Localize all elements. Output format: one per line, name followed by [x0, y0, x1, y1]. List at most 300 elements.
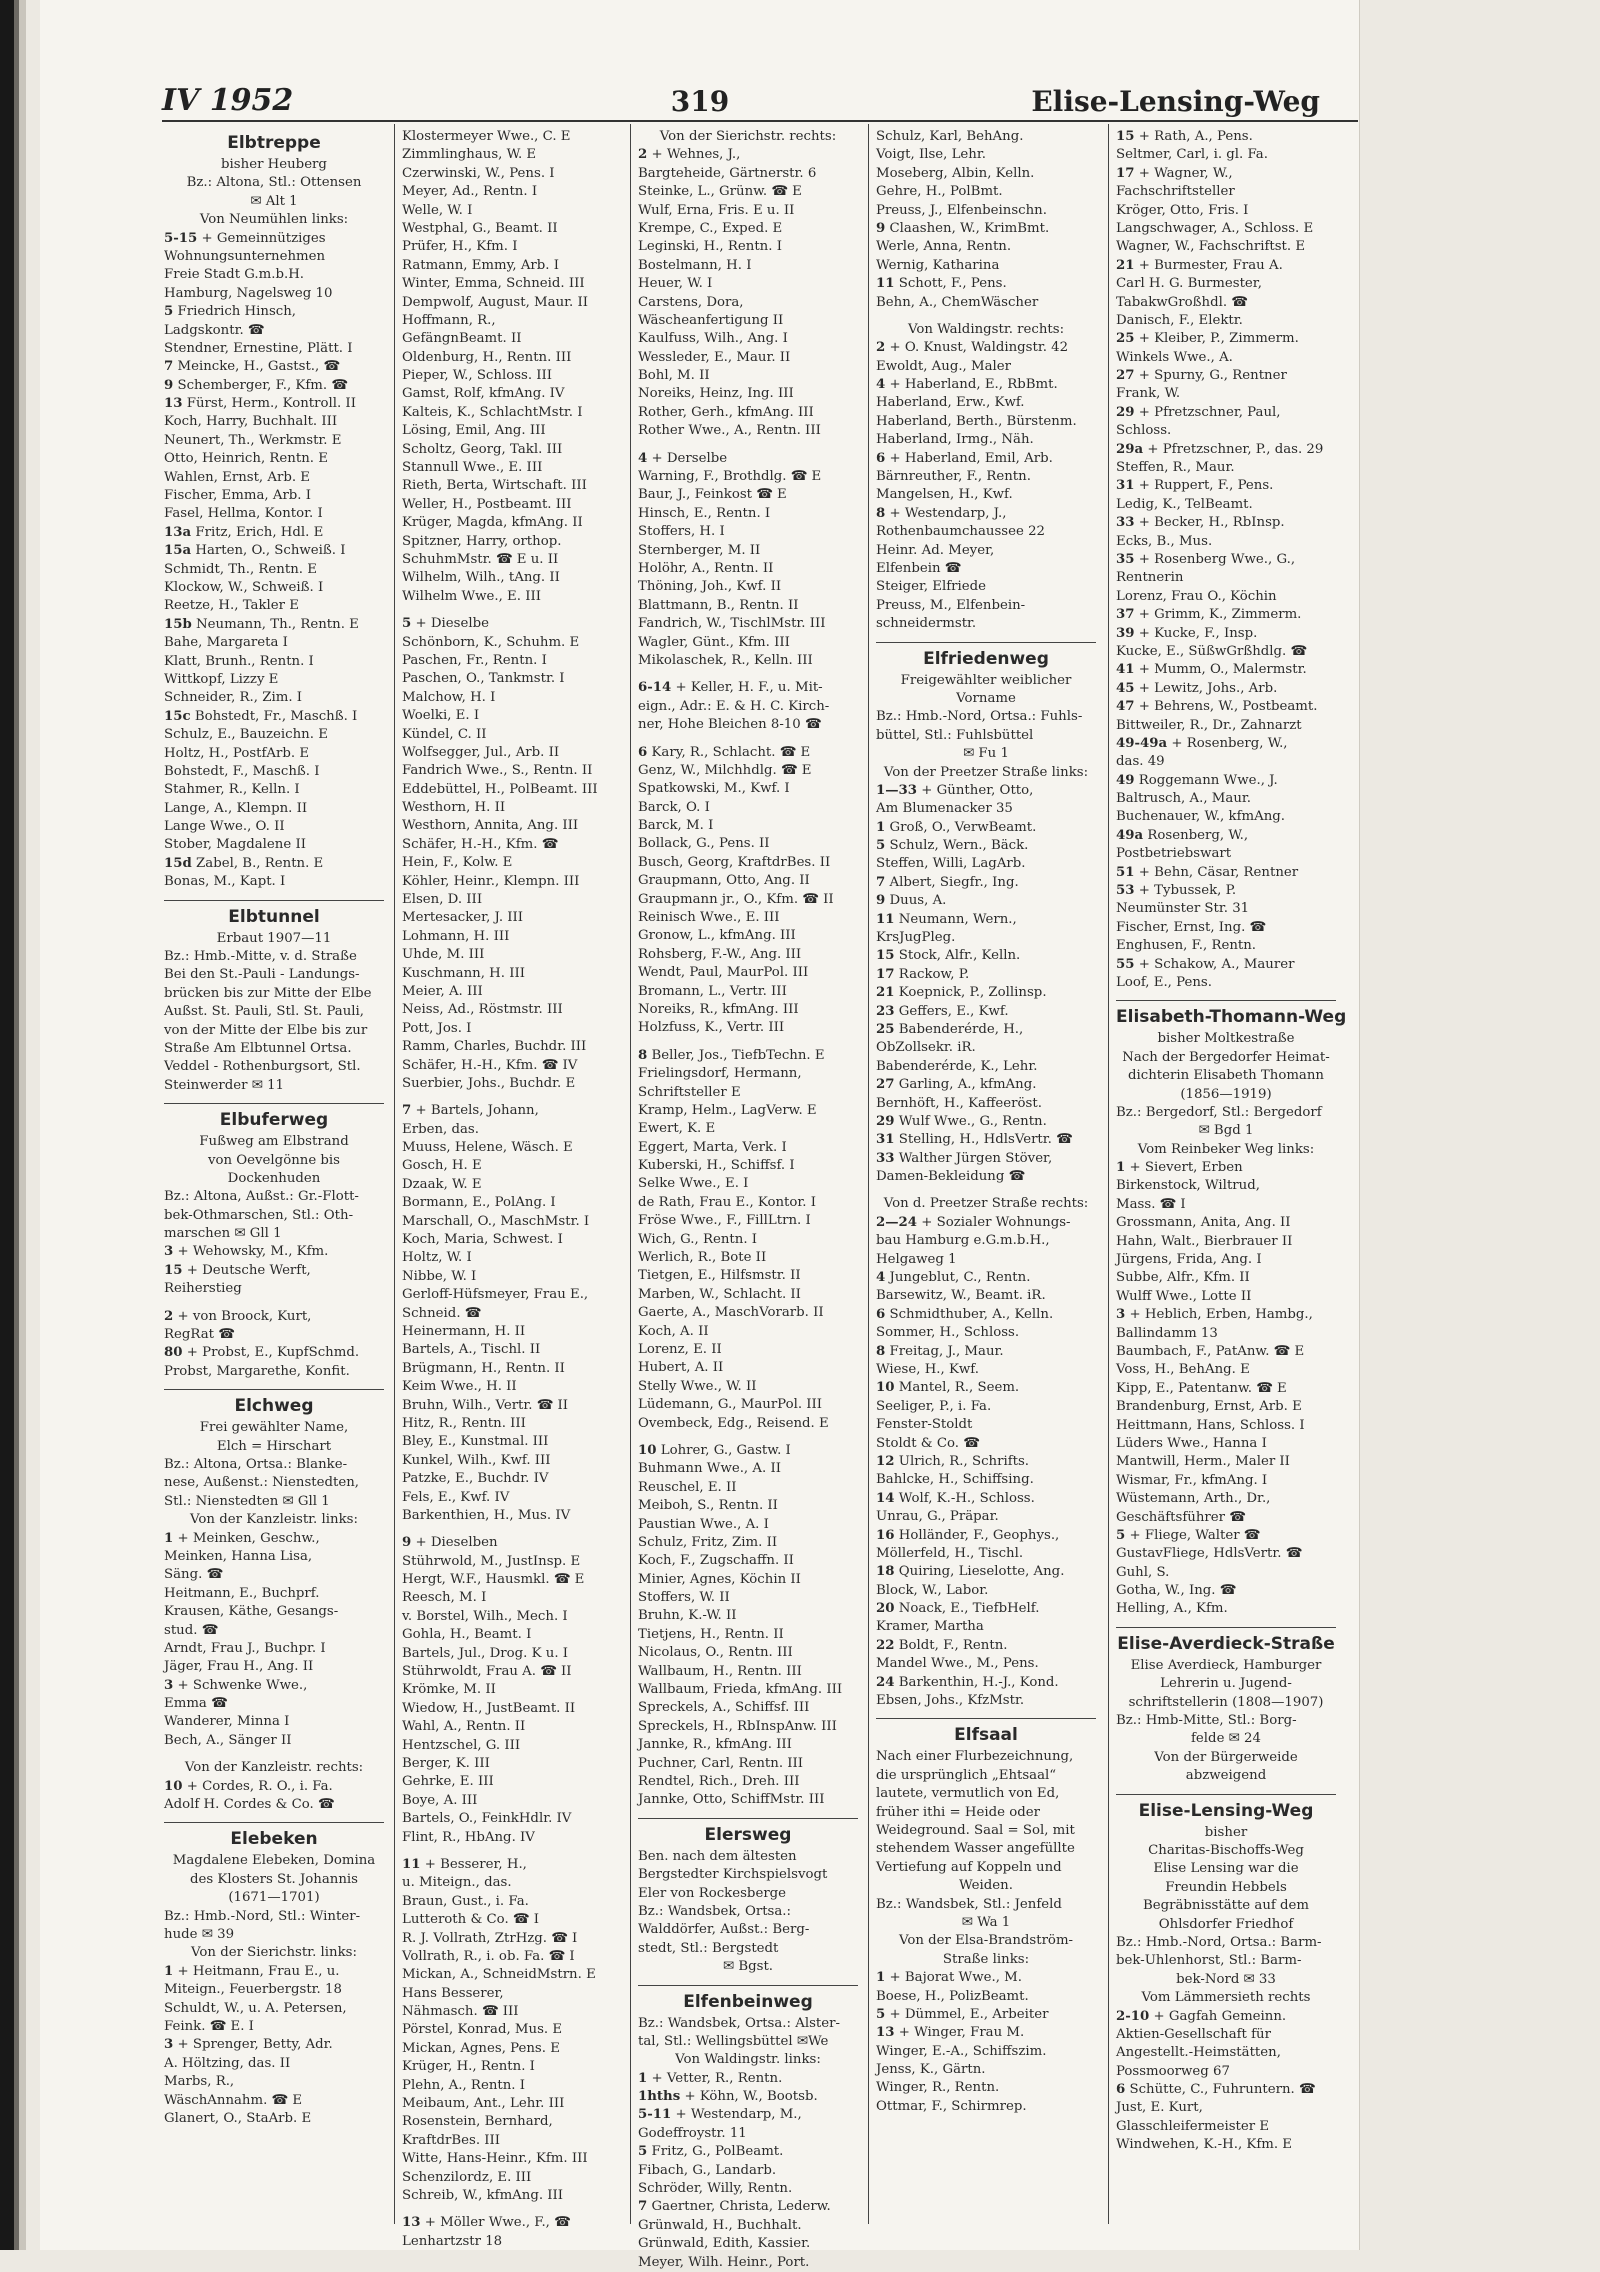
- entry-text: Groß, O., VerwBeamt.: [889, 819, 1037, 835]
- entry-text: + Wehnes, J.,: [651, 147, 741, 163]
- entry-text: + Cordes, R. O., i. Fa.: [186, 1778, 333, 1794]
- entry-text: Säng. ☎: [164, 1567, 224, 1583]
- directory-entry: [638, 422, 858, 440]
- directory-entry: [1116, 294, 1336, 312]
- house-number: 9: [876, 220, 886, 236]
- entry-text: Gaertner, Christa, Lederw.: [651, 2199, 831, 2215]
- entry-text: Schott, F., Pens.: [898, 276, 1007, 292]
- street-note: [1116, 1657, 1336, 1675]
- entry-text: Buchenauer, W., kfmAng.: [1116, 809, 1286, 825]
- directory-entry: [876, 837, 1096, 855]
- entry-text: Rothenbaumchaussee 22: [876, 524, 1046, 540]
- entry-text: de Rath, Frau E., Kontor. I: [638, 1194, 816, 1210]
- directory-entry: [638, 1212, 858, 1230]
- house-number: 1: [1116, 1160, 1126, 1176]
- street-note: [1116, 1842, 1336, 1860]
- entry-text: Veddel - Rothenburgsort, Stl.: [164, 1059, 361, 1075]
- directory-entry: [164, 836, 384, 854]
- entry-text: Krüger, H., Rentn. I: [402, 2059, 535, 2075]
- entry-text: Bruhn, Wilh., Vertr. ☎ II: [402, 1397, 569, 1413]
- directory-entry: [876, 1767, 1096, 1785]
- entry-text: Noack, E., TiefbHelf.: [898, 1601, 1040, 1617]
- spacer: [638, 670, 858, 679]
- directory-entry: [164, 230, 384, 248]
- entry-text: Ballindamm 13: [1116, 1325, 1218, 1341]
- entry-text: Meibaum, Ant., Lehr. III: [402, 2096, 565, 2112]
- entry-text: Baur, J., Feinkost ☎ E: [638, 487, 787, 503]
- entry-text: Czerwinski, W., Pens. I: [402, 165, 555, 181]
- entry-text: Kary, R., Schlacht. ☎ E: [651, 744, 811, 760]
- entry-text: Gehrke, E. III: [402, 1774, 494, 1790]
- street-note: [876, 321, 1096, 339]
- directory-entry: [402, 744, 622, 762]
- house-number: 8: [876, 505, 886, 521]
- entry-text: bek-Othmarschen, Stl.: Oth-: [164, 1207, 354, 1223]
- directory-entry: [402, 1856, 622, 1874]
- section-rule: [164, 1814, 384, 1823]
- directory-entry: [876, 1490, 1096, 1508]
- entry-text: felde ✉ 24: [1191, 1731, 1261, 1747]
- directory-entry: [164, 1058, 384, 1076]
- column-3: [638, 128, 858, 2270]
- entry-text: Schreib, W., kfmAng. III: [402, 2187, 564, 2203]
- entry-text: + Wehowsky, M., Kfm.: [177, 1244, 329, 1260]
- directory-entry: [876, 1003, 1096, 1021]
- directory-entry: [164, 1778, 384, 1796]
- directory-entry: [164, 1493, 384, 1511]
- header-rule: [162, 120, 1358, 122]
- entry-text: Nach der Bergedorfer Heimat-: [1122, 1049, 1330, 1065]
- entry-text: Geffers, E., Kwf.: [898, 1003, 1009, 1019]
- directory-entry: [876, 1269, 1096, 1287]
- directory-entry: [402, 1489, 622, 1507]
- directory-entry: [638, 450, 858, 468]
- directory-entry: [876, 984, 1096, 1002]
- entry-text: Bohstedt, Fr., Maschß. I: [194, 708, 358, 724]
- entry-text: Bley, E., Kunstmal. III: [402, 1434, 549, 1450]
- directory-entry: [402, 689, 622, 707]
- entry-text: Klockow, W., Schweiß. I: [164, 579, 324, 595]
- entry-text: Heinr. Ad. Meyer,: [876, 542, 995, 558]
- column-2: [402, 128, 622, 2249]
- entry-text: Klostermeyer Wwe., C. E: [402, 129, 571, 144]
- entry-text: Danisch, F., Elektr.: [1116, 312, 1243, 328]
- directory-page: [40, 0, 1360, 2270]
- directory-entry: [1116, 2044, 1336, 2062]
- entry-text: A. Höltzing, das. II: [164, 2055, 291, 2071]
- directory-entry: [638, 349, 858, 367]
- directory-entry: [1116, 2081, 1336, 2099]
- house-number: 7: [638, 2199, 648, 2215]
- entry-text: bau Hamburg e.G.m.b.H.,: [876, 1233, 1050, 1249]
- entry-text: Jäger, Frau H., Ang. II: [164, 1659, 314, 1675]
- entry-text: Winter, Emma, Schneid. III: [402, 276, 585, 292]
- directory-entry: [402, 1001, 622, 1019]
- directory-entry: [638, 1286, 858, 1304]
- entry-text: + Schwenke Wwe.,: [177, 1677, 308, 1693]
- entry-text: Barck, M. I: [638, 818, 714, 834]
- directory-entry: [402, 2021, 622, 2039]
- directory-entry: [164, 1040, 384, 1058]
- directory-entry: [638, 1442, 858, 1460]
- entry-text: das. 49: [1116, 754, 1165, 770]
- directory-entry: [638, 1921, 858, 1939]
- house-number: 2: [876, 340, 886, 356]
- entry-text: Ledig, K., TelBeamt.: [1116, 496, 1253, 512]
- directory-entry: [876, 800, 1096, 818]
- entry-text: Hubert, A. II: [638, 1360, 724, 1376]
- entry-text: Krömke, M. II: [402, 1682, 496, 1698]
- directory-entry: [164, 708, 384, 726]
- house-number: 15a: [164, 543, 192, 559]
- directory-entry: [638, 1479, 858, 1497]
- entry-text: Birkenstock, Wiltrud,: [1116, 1178, 1260, 1194]
- directory-entry: [876, 542, 1096, 560]
- directory-entry: [402, 1378, 622, 1396]
- directory-entry: [164, 303, 384, 321]
- entry-text: stedt, Stl.: Bergstedt: [638, 1940, 779, 1956]
- entry-text: + Sozialer Wohnungs-: [921, 1214, 1071, 1230]
- directory-entry: [638, 909, 858, 927]
- directory-entry: [1116, 1177, 1336, 1195]
- entry-text: Preuss, M., Elfenbein-: [876, 597, 1026, 613]
- entry-text: Garling, A., kfmAng.: [898, 1077, 1037, 1093]
- directory-entry: [1116, 680, 1336, 698]
- entry-text: Weideground. Saal = Sol, mit: [876, 1822, 1075, 1838]
- directory-entry: [402, 1249, 622, 1267]
- house-number: 10: [876, 1380, 895, 1396]
- entry-text: bek-Nord ✉ 33: [1176, 1971, 1276, 1987]
- spacer: [638, 1038, 858, 1047]
- directory-entry: [164, 1640, 384, 1658]
- house-number: 15: [1116, 129, 1135, 144]
- entry-text: Otto, Heinrich, Rentn. E: [164, 451, 328, 467]
- house-number: 55: [1116, 956, 1135, 972]
- directory-entry: [164, 1003, 384, 1021]
- section-rule: [164, 1095, 384, 1104]
- directory-entry: [402, 294, 622, 312]
- directory-entry: [1116, 496, 1336, 514]
- directory-entry: [402, 533, 622, 551]
- entry-text: Tietjens, H., Rentn. II: [638, 1626, 784, 1642]
- house-number: 31: [1116, 478, 1135, 494]
- street-heading: Elchweg: [234, 1396, 314, 1417]
- entry-text: Reuschel, E. II: [638, 1479, 737, 1495]
- entry-text: Kröger, Otto, Fris. I: [1116, 202, 1249, 218]
- entry-text: Nähmasch. ☎ III: [402, 2004, 519, 2020]
- directory-entry: [638, 505, 858, 523]
- directory-entry: [638, 1378, 858, 1396]
- directory-entry: [638, 312, 858, 330]
- entry-text: Magdalene Elebeken, Domina: [172, 1853, 376, 1869]
- entry-text: Bei den St.-Pauli - Landungs-: [164, 967, 360, 983]
- entry-text: Lohmann, H. III: [402, 928, 510, 944]
- directory-entry: [164, 1908, 384, 1926]
- entry-text: Koepnick, P., Zollinsp.: [898, 985, 1047, 1001]
- entry-text: + Winger, Frau M.: [898, 2025, 1025, 2041]
- entry-text: Kipp, E., Patentanw. ☎ E: [1116, 1380, 1287, 1396]
- street-heading: Elebeken: [230, 1829, 318, 1850]
- street-note: [1116, 1749, 1336, 1767]
- directory-entry: [402, 2058, 622, 2076]
- entry-text: Duus, A.: [889, 893, 947, 909]
- directory-entry: [638, 1175, 858, 1193]
- entry-text: WäschAnnahm. ☎ E: [164, 2092, 303, 2108]
- entry-text: Glasschleifermeister E: [1116, 2118, 1270, 2134]
- entry-text: Glanert, O., StaArb. E: [164, 2110, 312, 2126]
- entry-text: Thöning, Joh., Kwf. II: [638, 579, 782, 595]
- directory-entry: [876, 2006, 1096, 2024]
- entry-text: Bohl, M. II: [638, 368, 710, 384]
- entry-text: + Behn, Cäsar, Rentner: [1138, 864, 1299, 880]
- entry-text: Charitas-Bischoffs-Weg: [1148, 1842, 1304, 1858]
- entry-text: Von der Kanzleistr. links:: [190, 1512, 358, 1528]
- entry-text: des Klosters St. Johannis: [189, 1871, 358, 1887]
- entry-text: Ewoldt, Aug., Maler: [876, 358, 1012, 374]
- directory-entry: [1116, 183, 1336, 201]
- entry-text: Bergstedter Kirchspielsvogt: [638, 1867, 828, 1883]
- house-number: 37: [1116, 607, 1135, 623]
- entry-text: Hergt, W.F., Hausmkl. ☎ E: [402, 1572, 585, 1588]
- directory-entry: [164, 579, 384, 597]
- directory-entry: [876, 1674, 1096, 1692]
- directory-entry: [876, 394, 1096, 412]
- entry-text: Jannke, Otto, SchiffMstr. III: [638, 1792, 825, 1808]
- entry-text: + Rosenberg Wwe., G.,: [1138, 551, 1296, 567]
- entry-text: Fritz, Erich, Hdl. E: [195, 524, 324, 540]
- street-note: [164, 1170, 384, 1188]
- directory-entry: [876, 1618, 1096, 1636]
- directory-entry: [638, 1194, 858, 1212]
- house-number: 9: [164, 377, 174, 393]
- entry-text: hude ✉ 39: [164, 1926, 235, 1942]
- entry-text: Winkels Wwe., A.: [1116, 349, 1233, 365]
- directory-entry: [876, 450, 1096, 468]
- entry-text: Roggemann Wwe., J.: [1138, 772, 1278, 788]
- directory-entry: [1116, 569, 1336, 587]
- directory-entry: [402, 1773, 622, 1791]
- directory-entry: [876, 505, 1096, 523]
- directory-entry: [638, 2070, 858, 2088]
- directory-entry: [638, 1396, 858, 1414]
- directory-entry: [876, 1896, 1096, 1914]
- directory-entry: [402, 404, 622, 422]
- entry-text: tal, Stl.: Wellingsbüttel ✉We: [638, 2033, 829, 2049]
- entry-text: SchuhmMstr. ☎ E u. II: [402, 551, 559, 567]
- entry-text: Wahl, A., Rentn. II: [402, 1719, 526, 1735]
- directory-entry: [876, 220, 1096, 238]
- directory-entry: [402, 1286, 622, 1304]
- entry-text: Witte, Hans-Heinr., Kfm. III: [402, 2151, 588, 2167]
- entry-text: Bromann, L., Vertr. III: [638, 983, 787, 999]
- directory-entry: [164, 616, 384, 634]
- entry-text: Haberland, Berth., Bürstenm.: [876, 413, 1077, 429]
- entry-text: Wittkopf, Lizzy E: [164, 671, 279, 687]
- entry-text: RegRat ☎: [164, 1327, 235, 1343]
- entry-text: Reiherstieg: [164, 1281, 242, 1297]
- entry-text: Wagler, Günt., Kfm. III: [638, 634, 790, 650]
- directory-entry: [1116, 1435, 1336, 1453]
- directory-entry: [876, 1416, 1096, 1434]
- entry-text: + Lewitz, Johs., Arb.: [1138, 680, 1278, 696]
- entry-text: Wiedow, H., JustBeamt. II: [402, 1700, 576, 1716]
- directory-entry: [164, 1207, 384, 1225]
- directory-entry: [638, 385, 858, 403]
- directory-entry: [402, 312, 622, 330]
- street-heading: Elfsaal: [954, 1725, 1018, 1746]
- directory-entry: [1116, 808, 1336, 826]
- directory-entry: [638, 698, 858, 716]
- directory-entry: [1116, 441, 1336, 459]
- entry-text: Ben. nach dem ältesten: [638, 1848, 797, 1864]
- directory-entry: [1116, 643, 1336, 661]
- directory-entry: [638, 468, 858, 486]
- entry-text: Ulrich, R., Schrifts.: [898, 1453, 1030, 1469]
- directory-entry: [638, 1249, 858, 1267]
- entry-text: Elise Lensing war die: [1153, 1861, 1299, 1877]
- directory-entry: [876, 2079, 1096, 2097]
- directory-entry: [1116, 202, 1336, 220]
- entry-text: Meiboh, S., Rentn. II: [638, 1498, 778, 1514]
- volume-year: IV 1952: [162, 83, 294, 118]
- entry-text: Ohlsdorfer Friedhof: [1158, 1916, 1294, 1932]
- entry-text: Preuss, J., Elfenbeinschn.: [876, 202, 1047, 218]
- directory-entry: [1116, 1288, 1336, 1306]
- entry-text: R. J. Vollrath, ZtrHzg. ☎ I: [402, 1930, 578, 1946]
- entry-text: Wahlen, Ernst, Arb. E: [164, 469, 311, 485]
- directory-entry: [638, 983, 858, 1001]
- directory-entry: [402, 1948, 622, 1966]
- entry-text: Walddörfer, Außst.: Berg-: [638, 1922, 810, 1938]
- directory-entry: [638, 183, 858, 201]
- entry-text: Schneider, R., Zim. I: [164, 690, 303, 706]
- entry-text: Stober, Magdalene II: [164, 837, 306, 853]
- entry-text: Erbaut 1907—11: [216, 930, 332, 946]
- directory-entry: [402, 928, 622, 946]
- directory-entry: [164, 2055, 384, 2073]
- directory-entry: [638, 523, 858, 541]
- entry-text: Weller, H., Postbeamt. III: [402, 496, 572, 512]
- entry-text: Geschäftsführer ☎: [1116, 1509, 1246, 1525]
- entry-text: Loof, E., Pens.: [1116, 974, 1212, 990]
- directory-entry: [402, 220, 622, 238]
- entry-text: Leginski, H., Rentn. I: [638, 239, 782, 255]
- entry-text: Stührwold, M., JustInsp. E: [402, 1553, 581, 1569]
- spacer: [402, 606, 622, 615]
- entry-text: Bz.: Hmb.-Nord, Stl.: Winter-: [164, 1908, 361, 1924]
- directory-entry: [402, 1829, 622, 1847]
- directory-entry: [1116, 2008, 1336, 2026]
- directory-entry: [876, 892, 1096, 910]
- entry-text: Barkenthin, H.-J., Kond.: [898, 1674, 1059, 1690]
- entry-text: Rackow, P.: [898, 966, 970, 982]
- directory-entry: [402, 1737, 622, 1755]
- entry-text: Wulf Wwe., G., Rentn.: [898, 1113, 1047, 1129]
- directory-entry: [876, 1453, 1096, 1471]
- entry-text: Boldt, F., Rentn.: [898, 1637, 1008, 1653]
- entry-text: Meyer, Wilh. Heinr., Port.: [638, 2254, 810, 2270]
- entry-text: ✉ Bgst.: [722, 1959, 774, 1975]
- directory-entry: [164, 322, 384, 340]
- house-number: 29: [1116, 404, 1135, 420]
- directory-entry: [1116, 367, 1336, 385]
- entry-text: früher ithi = Heide oder: [876, 1804, 1040, 1820]
- directory-entry: [164, 1530, 384, 1548]
- directory-entry: [1116, 827, 1336, 845]
- directory-entry: [638, 2235, 858, 2253]
- directory-entry: [876, 966, 1096, 984]
- entry-text: Schönborn, K., Schuhm. E: [402, 634, 580, 650]
- entry-text: Lüders Wwe., Hanna I: [1116, 1435, 1267, 1451]
- directory-entry: [164, 1926, 384, 1944]
- entry-text: Rentnerin: [1116, 570, 1184, 586]
- house-number: 6-14: [638, 680, 672, 696]
- street-note: [638, 2051, 858, 2069]
- directory-entry: [402, 1507, 622, 1525]
- directory-entry: [402, 183, 622, 201]
- entry-text: Stelling, H., HdlsVertr. ☎: [898, 1132, 1073, 1148]
- directory-entry: [402, 2214, 622, 2232]
- street-note: [1116, 1675, 1336, 1693]
- entry-text: Stoffers, H. I: [638, 524, 725, 540]
- entry-text: Damen-Bekleidung ☎: [876, 1169, 1026, 1185]
- directory-entry: [638, 294, 858, 312]
- entry-text: Bruhn, K.-W. II: [638, 1608, 737, 1624]
- directory-entry: [402, 514, 622, 532]
- directory-entry: [876, 560, 1096, 578]
- entry-text: Eddebüttel, H., PolBeamt. III: [402, 781, 598, 797]
- entry-text: Emma ☎: [164, 1696, 228, 1712]
- directory-entry: [638, 927, 858, 945]
- directory-entry: [402, 1608, 622, 1626]
- street-note: [164, 174, 384, 192]
- entry-text: Begräbnisstätte auf dem: [1142, 1898, 1310, 1914]
- house-number: 8: [876, 1343, 886, 1359]
- entry-text: Flint, R., HbAng. IV: [402, 1829, 535, 1845]
- house-number: 11: [876, 276, 895, 292]
- directory-entry: [402, 1893, 622, 1911]
- entry-text: Neumünster Str. 31: [1116, 901, 1250, 917]
- directory-entry: [402, 1589, 622, 1607]
- street-note: [164, 1944, 384, 1962]
- entry-text: Possmoorweg 67: [1116, 2063, 1230, 2079]
- directory-entry: [1116, 128, 1336, 146]
- directory-entry: [164, 726, 384, 744]
- entry-text: Grünwald, Edith, Kassier.: [638, 2236, 811, 2252]
- entry-text: Heinermann, H. II: [402, 1324, 526, 1339]
- entry-text: Bz.: Wandsbek, Ortsa.:: [638, 1903, 791, 1919]
- entry-text: Bz.: Wandsbek, Ortsa.: Alster-: [638, 2015, 840, 2031]
- entry-text: Wolf, K.-H., Schloss.: [898, 1490, 1035, 1506]
- entry-text: Puchner, Carl, Rentn. III: [638, 1755, 804, 1771]
- directory-entry: [402, 588, 622, 606]
- house-number: 5: [638, 2144, 648, 2160]
- directory-entry: [164, 505, 384, 523]
- entry-text: Jürgens, Frida, Ang. I: [1116, 1252, 1262, 1268]
- directory-entry: [638, 872, 858, 890]
- directory-entry: [402, 1057, 622, 1075]
- entry-text: Neunert, Th., Werkmstr. E: [164, 432, 342, 448]
- street-heading: Elfriedenweg: [923, 648, 1049, 669]
- entry-text: brücken bis zur Mitte der Elbe: [164, 985, 372, 1001]
- house-number: 41: [1116, 662, 1135, 678]
- directory-entry: [876, 1251, 1096, 1269]
- house-number: 25: [1116, 331, 1135, 347]
- directory-entry: [876, 1039, 1096, 1057]
- directory-entry: [164, 1243, 384, 1261]
- entry-text: Rother, Gerh., kfmAng. III: [638, 404, 814, 420]
- directory-entry: [638, 1415, 858, 1433]
